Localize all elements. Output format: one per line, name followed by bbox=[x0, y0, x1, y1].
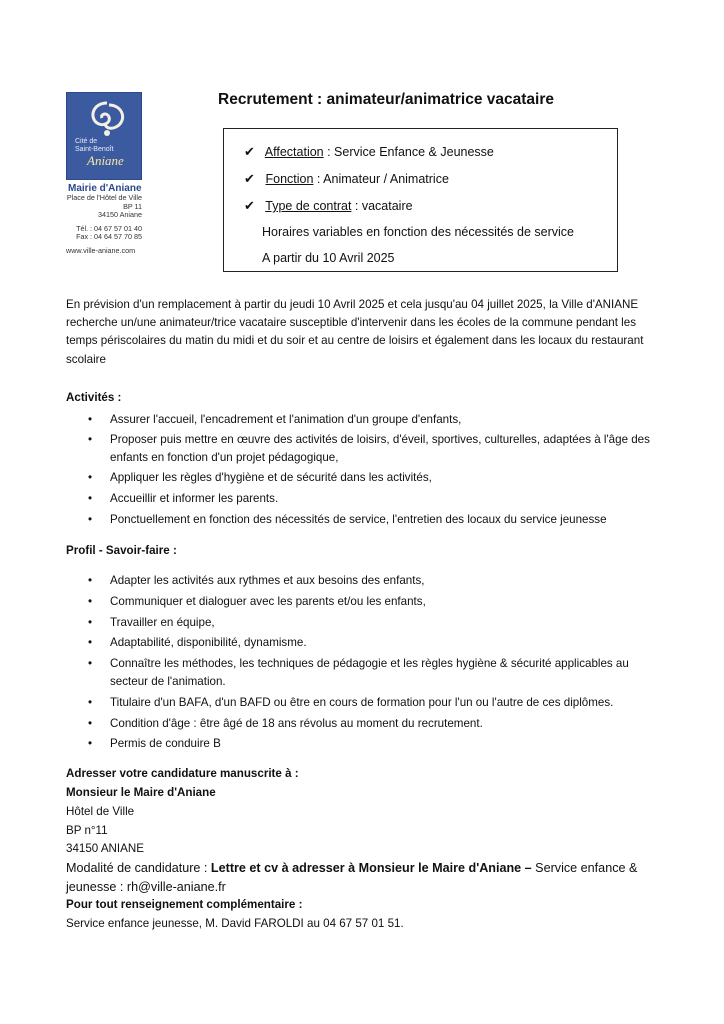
bullet-icon: • bbox=[88, 615, 93, 629]
contrat-value: : vacataire bbox=[351, 199, 413, 213]
bullet-icon: • bbox=[88, 695, 93, 709]
page-title: Recrutement : animateur/animatrice vacataire bbox=[218, 91, 554, 108]
check-icon: ✔ bbox=[244, 198, 255, 213]
intro-paragraph: En prévision d'un remplacement à partir du jeudi 10 Avril 2025 et cela jusqu'au 04 juillet 2025, la Ville d'ANIANE recherche un/une animateur/trice vacataire susceptible d'intervenir dans les écoles de la commune pendant les temps périscolaires du matin du midi et du soir et au centre de loisirs et également dans les locaux du restaurant scolaire bbox=[66, 298, 644, 366]
check-icon: ✔ bbox=[244, 171, 255, 186]
info-contact: Service enfance jeunesse, M. David FAROLDI au 04 67 57 01 51. bbox=[66, 917, 404, 930]
logo-line-1: Cité de Saint-Benoît bbox=[75, 138, 114, 153]
fonction-line bbox=[244, 171, 449, 187]
bullet-icon: • bbox=[88, 594, 93, 608]
list-item: • Travailler en équipe, bbox=[66, 614, 666, 632]
list-item: • Communiquer et dialoguer avec les parents et/ou les enfants, bbox=[66, 593, 666, 611]
candidature-address-3: 34150 ANIANE bbox=[66, 842, 144, 855]
horaires-line: Horaires variables en fonction des nécessités de service bbox=[262, 225, 574, 239]
town-logo-block bbox=[66, 92, 148, 255]
check-icon: ✔ bbox=[244, 144, 255, 159]
bullet-icon: • bbox=[88, 432, 93, 446]
logo-swirl-icon bbox=[83, 99, 131, 139]
list-item: • Permis de conduire B bbox=[66, 735, 666, 753]
fonction-label: Fonction bbox=[265, 172, 314, 186]
bullet-icon: • bbox=[88, 737, 93, 751]
affectation-value: : Service Enfance & Jeunesse bbox=[323, 145, 494, 159]
mairie-address-1: Place de l'Hôtel de Ville bbox=[66, 193, 142, 202]
logo-name: Aniane bbox=[87, 153, 124, 168]
candidature-address-2: BP n°11 bbox=[66, 824, 108, 837]
activites-heading: Activités : bbox=[66, 391, 122, 404]
list-item: • Connaître les méthodes, les techniques de pédagogie et les règles hygiène & sécurité applicables au secteur de l'animation. bbox=[88, 657, 629, 688]
bullet-icon: • bbox=[88, 471, 93, 485]
list-item: • Condition d'âge : être âgé de 18 ans révolus au moment du recrutement. bbox=[66, 715, 666, 733]
list-item: • Adaptabilité, disponibilité, dynamisme. bbox=[66, 634, 666, 652]
list-item: • Assurer l'accueil, l'encadrement et l'animation d'un groupe d'enfants, bbox=[66, 411, 666, 429]
list-item: • Appliquer les règles d'hygiène et de sécurité dans les activités, bbox=[66, 469, 666, 487]
bullet-icon: • bbox=[88, 716, 93, 730]
bullet-icon: • bbox=[88, 413, 93, 426]
mairie-website: www.ville-aniane.com bbox=[66, 245, 136, 255]
profil-heading: Profil - Savoir-faire : bbox=[66, 544, 177, 557]
contrat-label: Type de contrat bbox=[265, 199, 352, 213]
activites-list bbox=[66, 411, 666, 529]
candidature-heading: Adresser votre candidature manuscrite à : bbox=[66, 767, 299, 780]
list-item: • Accueillir et informer les parents. bbox=[66, 490, 666, 508]
info-heading: Pour tout renseignement complémentaire : bbox=[66, 898, 303, 911]
job-summary-box bbox=[223, 128, 618, 272]
contrat-line bbox=[244, 198, 413, 214]
bullet-icon: • bbox=[88, 492, 93, 506]
bullet-icon: • bbox=[88, 512, 93, 526]
bullet-icon: • bbox=[88, 636, 93, 650]
town-logo bbox=[66, 92, 142, 180]
start-date-line: A partir du 10 Avril 2025 bbox=[262, 251, 395, 265]
bullet-icon: • bbox=[88, 657, 93, 671]
mairie-address-3: 34150 Aniane bbox=[98, 210, 142, 220]
list-item: • Adapter les activités aux rythmes et aux besoins des enfants, bbox=[66, 572, 666, 590]
profil-list bbox=[66, 572, 666, 753]
mairie-tel: Tél. : 04 67 57 01 40 bbox=[76, 223, 142, 233]
list-item: • Proposer puis mettre en œuvre des activités de loisirs, d'éveil, sportives, culturelles, adaptées à l'âge des enfants en fonction d'un projet pédagogique, bbox=[88, 432, 650, 464]
list-item: • Ponctuellement en fonction des nécessités de service, l'entretien des locaux du service jeunesse bbox=[66, 511, 666, 529]
affectation-line bbox=[244, 144, 494, 160]
candidature-recipient: Monsieur le Maire d'Aniane bbox=[66, 786, 216, 799]
fonction-value: : Animateur / Animatrice bbox=[313, 172, 449, 186]
candidature-address-1: Hôtel de Ville bbox=[66, 805, 135, 818]
list-item: • Titulaire d'un BAFA, d'un BAFD ou être en cours de formation pour l'un ou l'autre de ces diplômes. bbox=[66, 694, 666, 712]
affectation-label: Affectation bbox=[264, 145, 324, 159]
mairie-fax: Fax : 04 64 57 70 85 bbox=[76, 232, 142, 242]
modalite-candidature: Modalité de candidature : Lettre et cv à adresser à Monsieur le Maire d'Aniane – Service enfance & jeunesse : rh@ville-aniane.fr bbox=[66, 861, 638, 894]
bullet-icon: • bbox=[88, 574, 93, 587]
mairie-name: Mairie d'Aniane bbox=[68, 183, 142, 194]
mairie-address-2: BP 11 bbox=[123, 201, 142, 211]
